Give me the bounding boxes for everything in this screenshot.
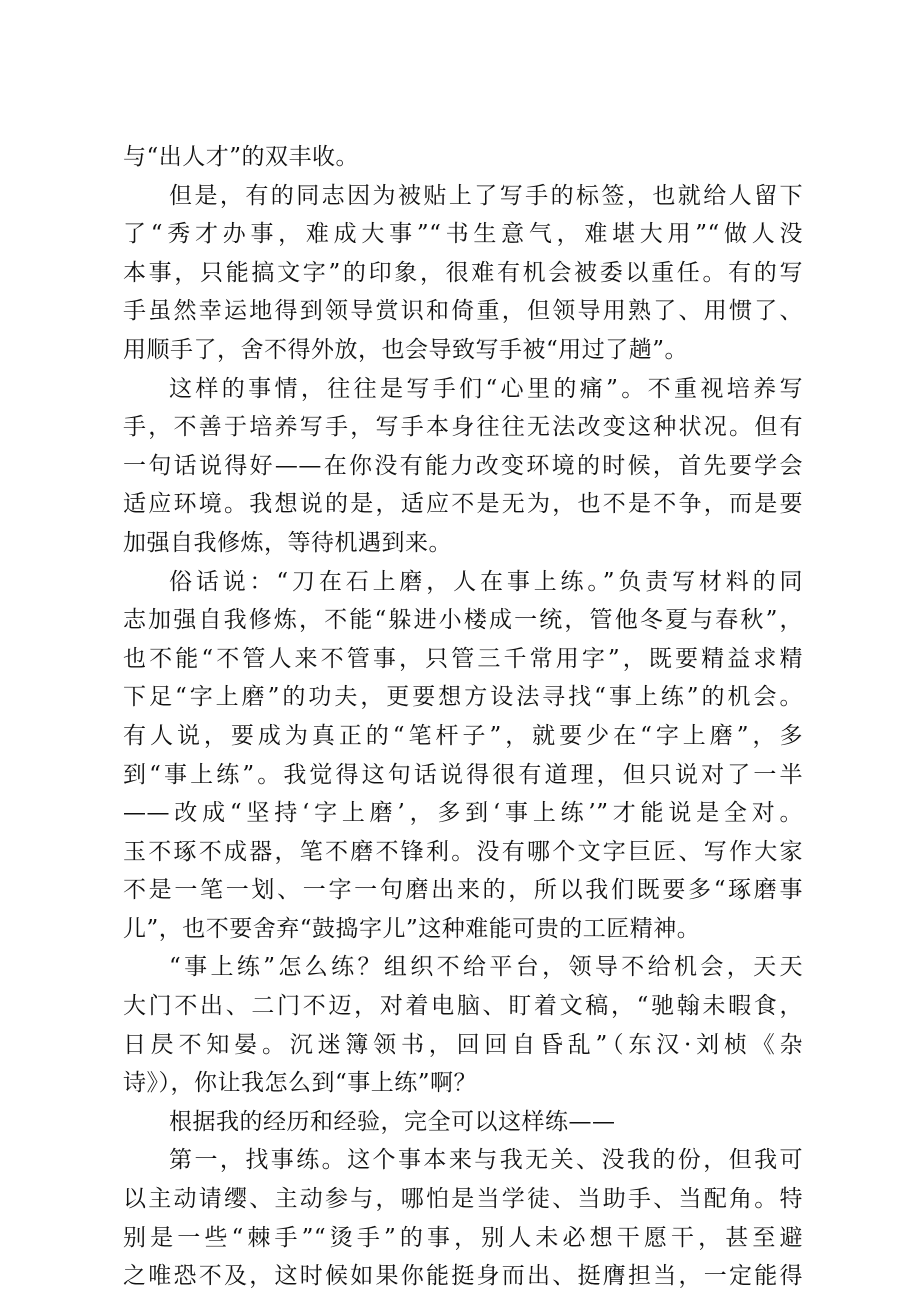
text-line: 也不能“不管人来不管事，只管三千常用字”，既要精益求精 bbox=[123, 645, 803, 672]
text-line: 日昃不知晏。沉迷簿领书，回回自昏乱”（东汉·刘桢《杂 bbox=[123, 1031, 803, 1058]
text-line: 诗》），你让我怎么到“事上练”啊？ bbox=[123, 1070, 478, 1097]
text-line: 下足“字上磨”的功夫，更要想方设法寻找“事上练”的机会。 bbox=[123, 684, 803, 711]
text-line: ——改成“坚持‘字上磨’，多到‘事上练’”才能说是全对。 bbox=[123, 800, 803, 827]
paragraph-first-line: 这样的事情，往往是写手们“心里的痛”。不重视培养写 bbox=[169, 375, 803, 402]
text-line: 本事，只能搞文字”的印象，很难有机会被委以重任。有的写 bbox=[123, 259, 803, 286]
document-body bbox=[123, 138, 803, 1296]
text-line: 一句话说得好——在你没有能力改变环境的时候，首先要学会 bbox=[123, 452, 803, 479]
text-line: 之唯恐不及，这时候如果你能挺身而出、挺膺担当，一定能得 bbox=[123, 1263, 803, 1290]
text-line: 用顺手了，舍不得外放，也会导致写手被“用过了趟”。 bbox=[123, 336, 689, 363]
text-line: 与“出人才”的双丰收。 bbox=[123, 144, 360, 170]
text-line: 加强自我修炼，等待机遇到来。 bbox=[123, 529, 452, 556]
text-line: 大门不出、二门不迈，对着电脑、盯着文稿，“驰翰未暇食， bbox=[123, 993, 803, 1020]
text-line: 玉不琢不成器，笔不磨不锋利。没有哪个文字巨匠、写作大家 bbox=[123, 838, 803, 865]
paragraph-first-line: 根据我的经历和经验，完全可以这样练—— bbox=[169, 1108, 616, 1135]
paragraph-first-line: “事上练”怎么练？组织不给平台，领导不给机会，天天 bbox=[169, 954, 803, 981]
text-line: 手，不善于培养写手，写手本身往往无法改变这种状况。但有 bbox=[123, 414, 803, 441]
text-line: 不是一笔一划、一字一句磨出来的，所以我们既要多“琢磨事 bbox=[123, 877, 803, 904]
text-line: 以主动请缨、主动参与，哪怕是当学徒、当助手、当配角。特 bbox=[123, 1186, 803, 1213]
text-line: 儿”，也不要舍弃“鼓捣字儿”这种难能可贵的工匠精神。 bbox=[123, 915, 701, 942]
text-line: 到“事上练”。我觉得这句话说得很有道理，但只说对了一半 bbox=[123, 761, 803, 788]
text-line: 手虽然幸运地得到领导赏识和倚重，但领导用熟了、用惯了、 bbox=[123, 298, 803, 325]
paragraph-first-line: 俗话说：“刀在石上磨，人在事上练。”负责写材料的同 bbox=[169, 568, 803, 595]
text-line: 适应环境。我想说的是，适应不是无为，也不是不争，而是要 bbox=[123, 491, 803, 518]
text-line: 别是一些“棘手”“烫手”的事，别人未必想干愿干，甚至避 bbox=[123, 1224, 803, 1251]
paragraph-first-line: 第一，找事练。这个事本来与我无关、没我的份，但我可 bbox=[169, 1147, 803, 1174]
text-line: 志加强自我修炼，不能“躲进小楼成一统，管他冬夏与春秋”， bbox=[123, 607, 803, 634]
paragraph-first-line: 但是，有的同志因为被贴上了写手的标签，也就给人留下 bbox=[169, 182, 803, 209]
text-line: 了“秀才办事，难成大事”“书生意气，难堪大用”“做人没 bbox=[123, 221, 803, 248]
text-line: 有人说，要成为真正的“笔杆子”，就要少在“字上磨”，多 bbox=[123, 722, 803, 749]
